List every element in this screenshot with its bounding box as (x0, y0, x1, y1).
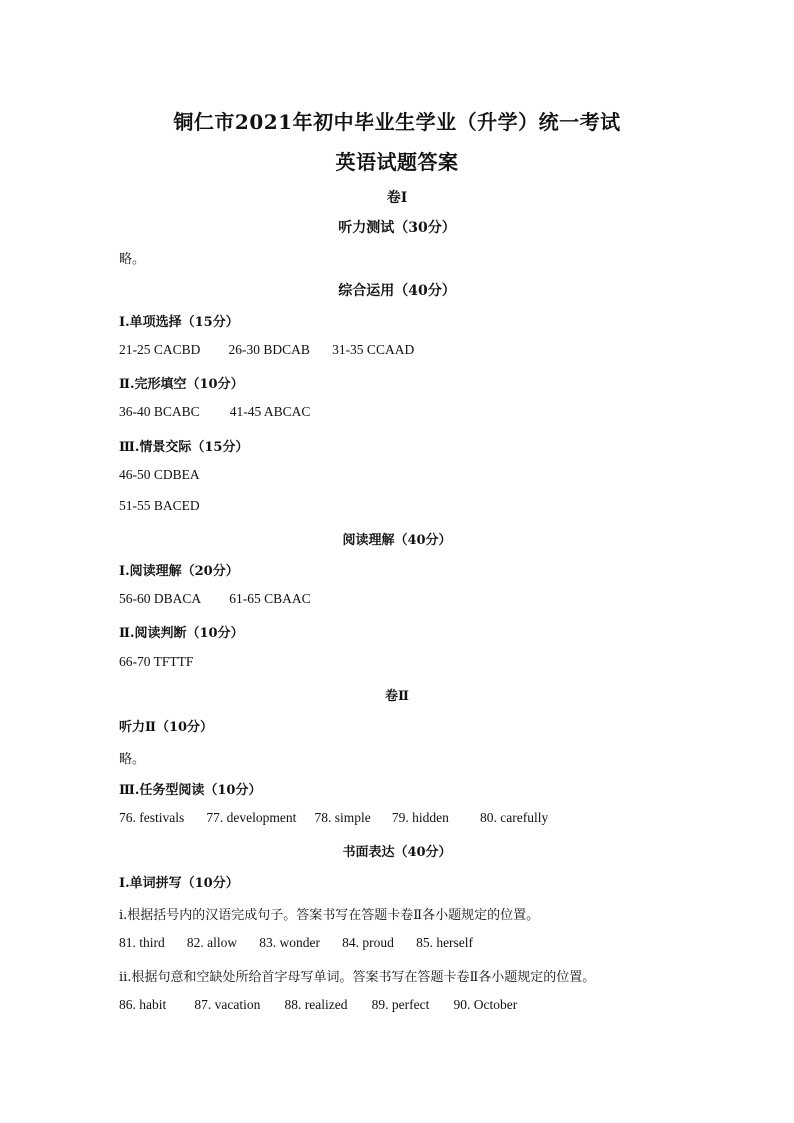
reading-heading: 阅读理解（40分） (342, 533, 452, 548)
spelling-heading: I.单词拼写（10分） (119, 876, 239, 891)
answer-item: 90. October (453, 997, 518, 1012)
answer-item: 87. vacation (194, 997, 261, 1012)
answer-item: 77. development (206, 810, 297, 825)
answer-item: 81. third (119, 935, 165, 950)
task-reading-answers (119, 810, 548, 826)
answer-item: 89. perfect (371, 997, 430, 1012)
single-choice-answers (119, 342, 414, 358)
answer-group: 56-60 DBACA (119, 591, 202, 606)
answer-group: 36-40 BCABC (119, 404, 200, 419)
reading-judgment-answers (119, 654, 193, 670)
answer-group: 46-50 CDBEA (119, 467, 200, 482)
reading-judgment-heading: Ⅱ.阅读判断（10分） (119, 626, 244, 641)
situational-answers-1 (119, 467, 200, 483)
reading-comprehension-heading: I.阅读理解（20分） (119, 564, 239, 579)
answer-item: 78. simple (314, 810, 371, 825)
listening-heading: 听力测试（30分） (338, 220, 456, 236)
writing-heading: 书面表达（40分） (342, 845, 452, 860)
spelling-instruction-1: i.根据括号内的汉语完成句子。答案书写在答题卡卷Ⅱ各小题规定的位置。 (119, 908, 540, 923)
document-title: 铜仁市2021年初中毕业生学业（升学）统一考试 (173, 110, 621, 134)
spelling-instruction-2: ii.根据句意和空缺处所给首字母写单词。答案书写在答题卡卷Ⅱ各小题规定的位置。 (119, 970, 596, 985)
answer-item: 86. habit (119, 997, 167, 1012)
answer-item: 80. carefully (480, 810, 549, 825)
answer-item: 88. realized (284, 997, 348, 1012)
answer-group: 21-25 CACBD (119, 342, 201, 357)
situational-answers-2 (119, 498, 200, 514)
volume-1-heading: 卷Ⅰ (386, 190, 408, 206)
spelling-answers-2 (119, 997, 517, 1013)
reading-comprehension-answers (119, 591, 311, 607)
task-reading-heading: Ⅲ.任务型阅读（10分） (119, 783, 262, 798)
answer-item: 84. proud (342, 935, 394, 950)
cloze-heading: Ⅱ.完形填空（10分） (119, 377, 244, 392)
answer-group: 26-30 BDCAB (228, 342, 310, 357)
spelling-answers-1 (119, 935, 473, 951)
comprehensive-heading: 综合运用（40分） (338, 283, 456, 299)
listening-2-answer: 略。 (119, 752, 146, 767)
volume-2-heading: 卷Ⅱ (385, 689, 409, 704)
answer-group: 66-70 TFTTF (119, 654, 194, 669)
answer-item: 82. allow (186, 935, 238, 950)
listening-answer: 略。 (119, 252, 146, 267)
listening-2-heading: 听力Ⅱ（10分） (119, 720, 214, 735)
answer-group: 31-35 CCAAD (332, 342, 415, 357)
cloze-answers (119, 404, 310, 420)
situational-heading: Ⅲ.情景交际（15分） (119, 440, 249, 455)
answer-group: 61-65 CBAAC (229, 591, 311, 606)
single-choice-heading: Ⅰ.单项选择（15分） (119, 315, 239, 330)
answer-item: 85. herself (416, 935, 474, 950)
answer-item: 79. hidden (391, 810, 449, 825)
answer-item: 76. festivals (119, 810, 185, 825)
answer-group: 51-55 BACED (119, 498, 200, 513)
document-subtitle: 英语试题答案 (335, 150, 459, 174)
answer-group: 41-45 ABCAC (229, 404, 311, 419)
answer-item: 83. wonder (259, 935, 321, 950)
